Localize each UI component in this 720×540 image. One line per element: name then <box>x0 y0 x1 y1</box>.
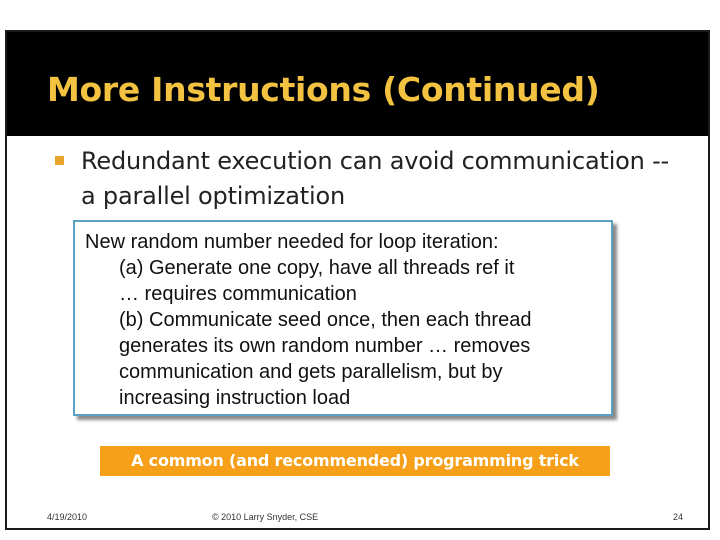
callout-line: increasing instruction load <box>119 387 351 409</box>
highlight-banner: A common (and recommended) programming trick <box>100 446 610 476</box>
callout-line: communication and gets parallelism, but by <box>119 361 503 383</box>
bullet-text: Redundant execution can avoid communication -- a parallel optimization <box>81 147 670 210</box>
callout-line: (a) Generate one copy, have all threads ref it <box>119 257 515 279</box>
title-bar <box>7 32 708 136</box>
footer-page-number: 24 <box>672 512 683 522</box>
callout-heading: New random number needed for loop iteration: <box>85 231 499 253</box>
bullet-square-icon <box>55 156 64 165</box>
callout-line: … requires communication <box>119 283 357 305</box>
slide-title: More Instructions (Continued) <box>47 70 600 109</box>
slide-frame <box>5 30 710 530</box>
callout-box <box>73 220 613 416</box>
callout-line: (b) Communicate seed once, then each thread <box>119 309 532 331</box>
footer-copyright: © 2010 Larry Snyder, CSE <box>212 512 319 522</box>
footer-date: 4/19/2010 <box>47 512 88 522</box>
callout-line: generates its own random number … removes <box>119 335 531 357</box>
